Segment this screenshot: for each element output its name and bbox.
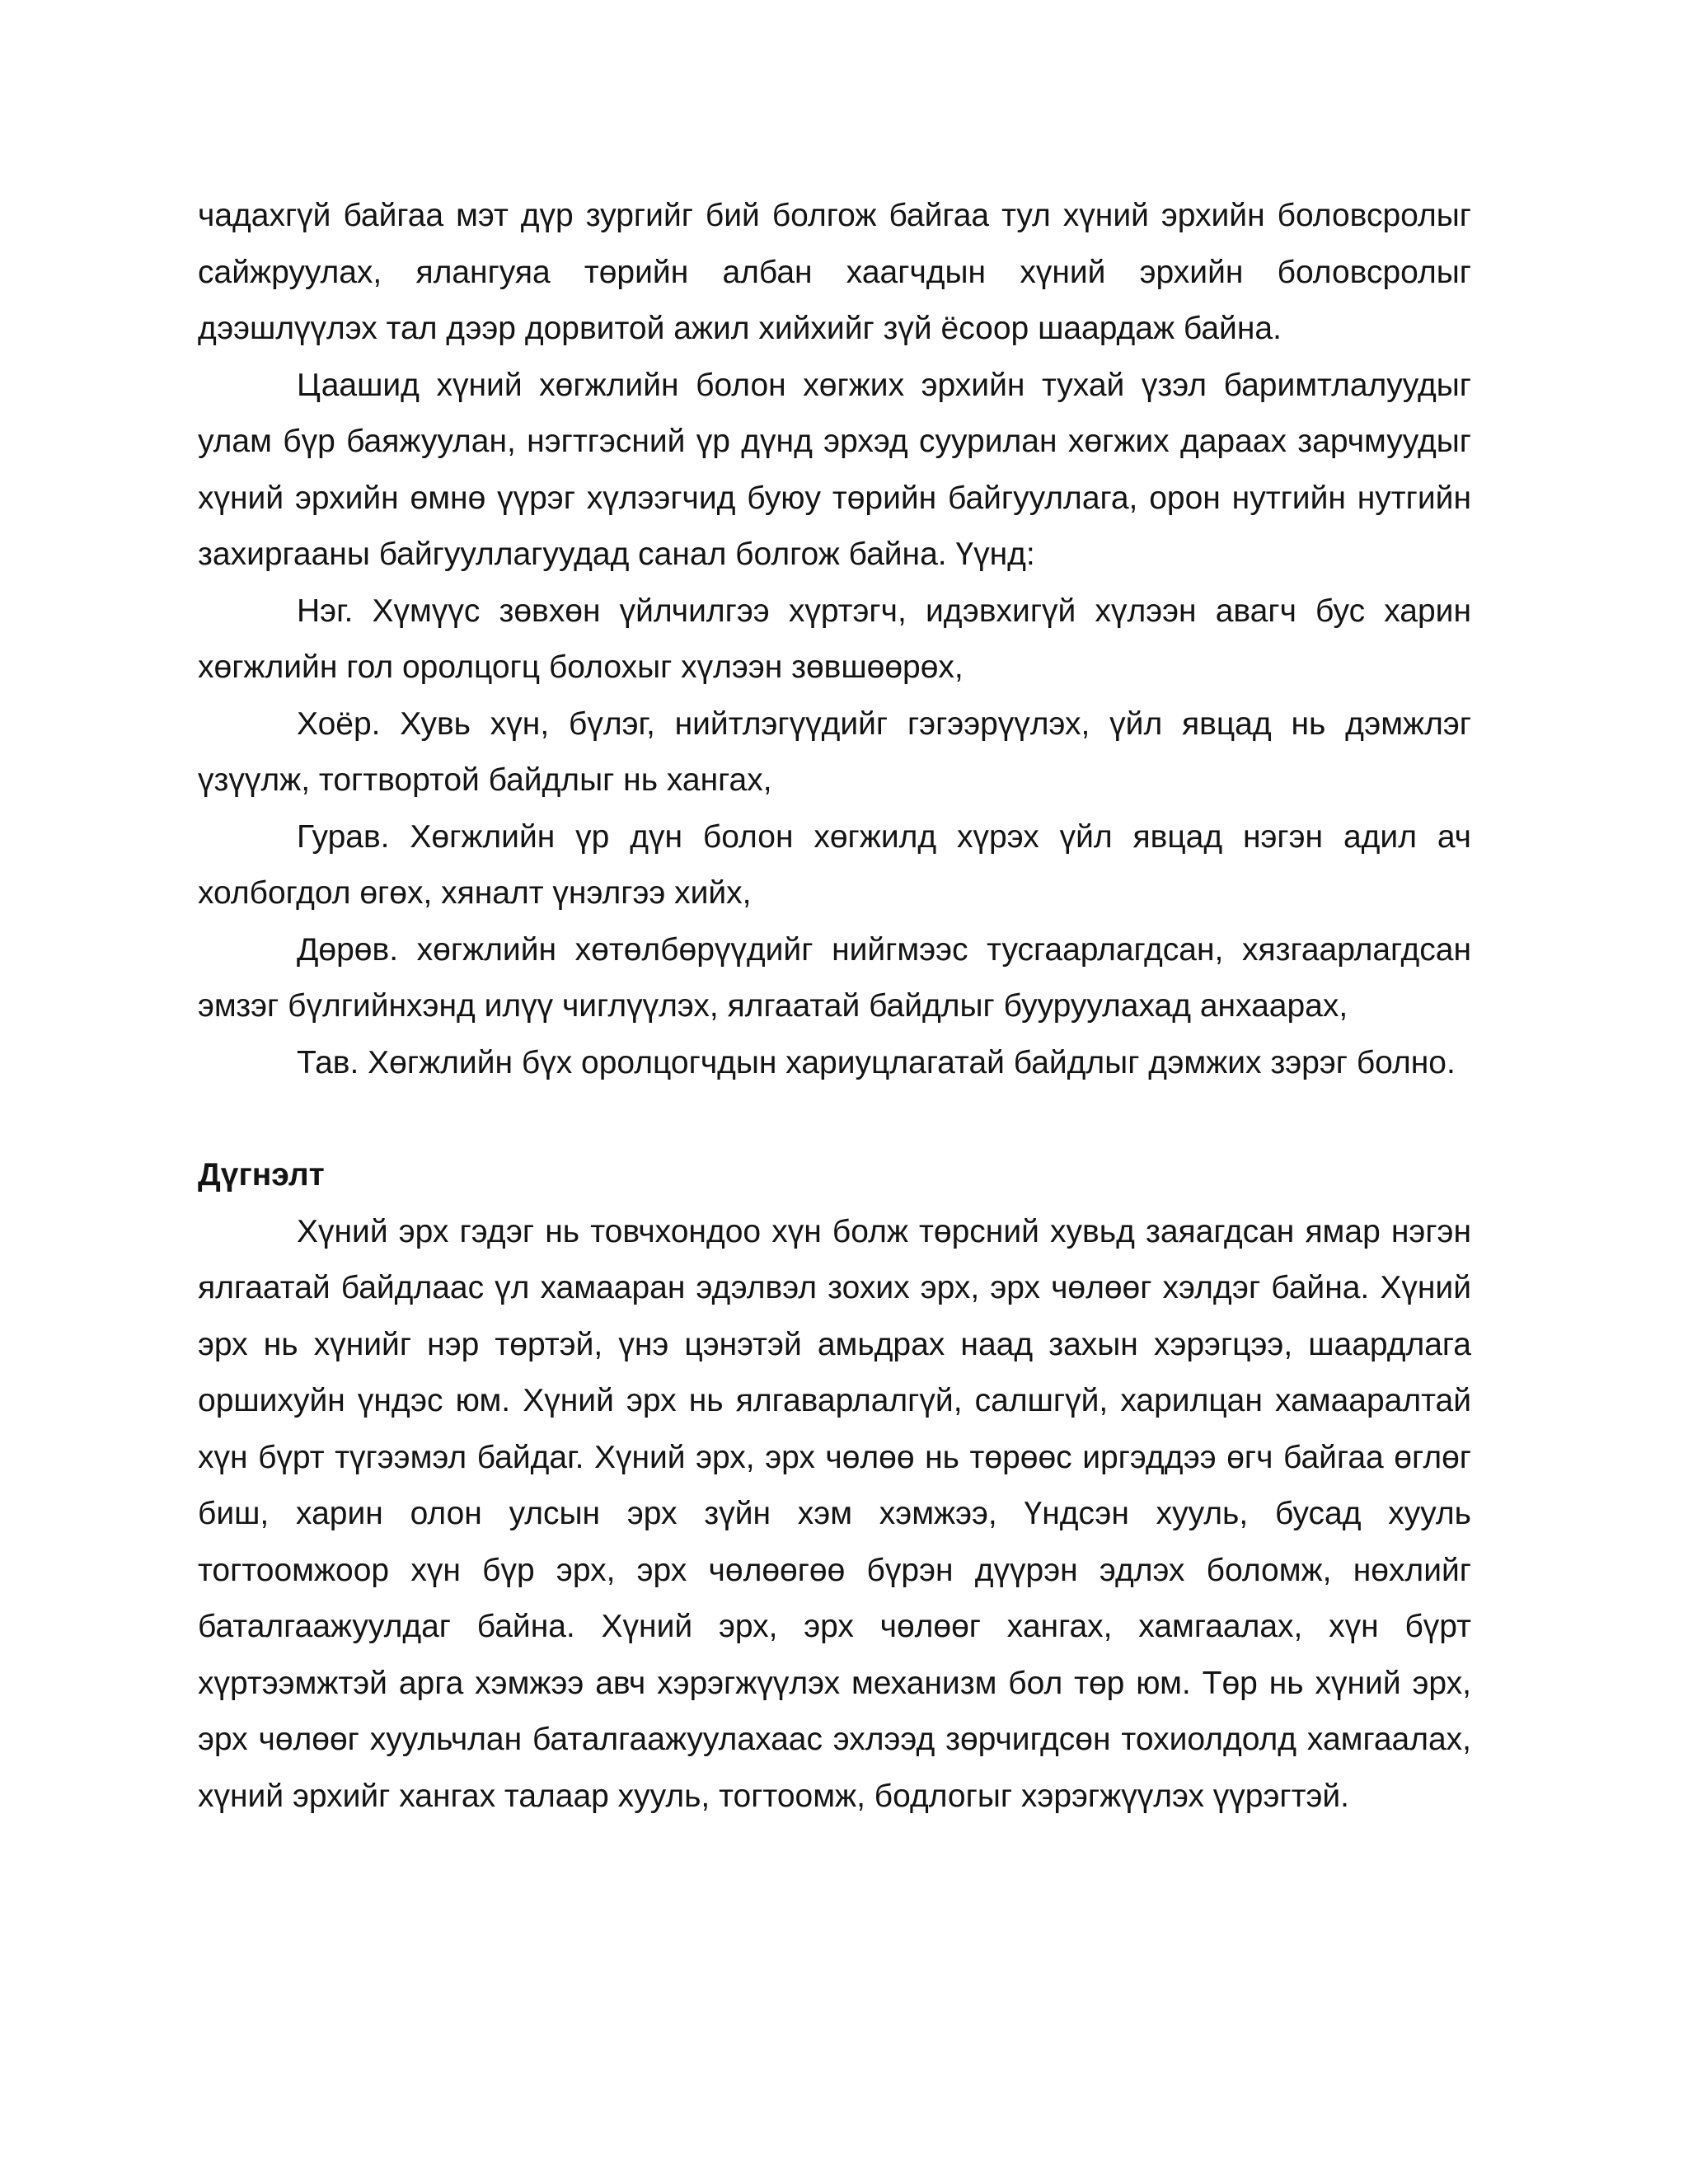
principle-four: Дөрөв. хөгжлийн хөтөлбөрүүдийг нийгмээс тусгаарлагдсан, хязгаарлагдсан эмзэг бүлгийнхэнд илүү чиглүүлэх, ялгаатай байдлыг бууруулахад анхаарах, [198, 931, 1471, 1024]
principle-one: Нэг. Хүмүүс зөвхөн үйлчилгээ хүртэгч, идэвхигүй хүлээн авагч бус харин хөгжлийн гол оролцогц болохыг хүлээн зөвшөөрөх, [198, 593, 1471, 685]
document-page [198, 188, 1471, 1825]
paragraph-future-principles: Цаашид хүний хөгжлийн болон хөгжих эрхийн тухай үзэл баримтлалуудыг улам бүр баяжуулан, нэгтгэсний үр дүнд эрхэд суурилан хөгжих дараах зарчмуудыг хүний эрхийн өмнө үүрэг хүлээгчид буюу төрийн байгууллага, орон нутгийн нутгийн захиргааны байгууллагуудад санал болгож байна. Үүнд: [198, 367, 1471, 572]
principle-five: Тав. Хөгжлийн бүх оролцогчдын хариуцлагатай байдлыг дэмжих зэрэг болно. [297, 1044, 1456, 1080]
paragraph-continued: чадахгүй байгаа мэт дүр зургийг бий болгож байгаа тул хүний эрхийн боловсролыг сайжруулах, ялангуяа төрийн албан хаагчдын хүний эрхийн боловсролыг дээшлүүлэх тал дээр дорвитой ажил хийхийг зүй ёсоор шаардаж байна. [198, 198, 1471, 346]
principle-two: Хоёр. Хувь хүн, бүлэг, нийтлэгүүдийг гэгээрүүлэх, үйл явцад нь дэмжлэг үзүүлж, тогтвортой байдлыг нь хангах, [198, 705, 1471, 798]
principle-three: Гурав. Хөгжлийн үр дүн болон хөгжилд хүрэх үйл явцад нэгэн адил ач холбогдол өгөх, хяналт үнэлгээ хийх, [198, 818, 1471, 911]
paragraph-conclusion: Хүний эрх гэдэг нь товчхондоо хүн болж төрсний хувьд заяагдсан ямар нэгэн ялгаатай байдлаас үл хамааран эдэлвэл зохих эрх, эрх чөлөөг хэлдэг байна. Хүний эрх нь хүнийг нэр төртэй, үнэ цэнэтэй амьдрах наад захын хэрэгцээ, шаардлага оршихуйн үндэс юм. Хүний эрх нь ялгаварлалгүй, салшгүй, харилцан хамааралтай хүн бүрт түгээмэл байдаг. Хүний эрх, эрх чөлөө нь төрөөс иргэддээ өгч байгаа өглөг биш, харин олон улсын эрх зүйн хэм хэмжээ, Үндсэн хууль, бусад хууль тогтоомжоор хүн бүр эрх, эрх чөлөөгөө бүрэн дүүрэн эдлэх боломж, нөхлийг баталгаажуулдаг байна. Хүний эрх, эрх чөлөөг хангах, хамгаалах, хүн бүрт хүртээмжтэй арга хэмжээ авч хэрэгжүүлэх механизм бол төр юм. Төр нь хүний эрх, эрх чөлөөг хуульчлан баталгаажуулахаас эхлээд зөрчигдсөн тохиолдолд хамгаалах, хүний эрхийг хангах талаар хууль, тогтоомж, бодлогыг хэрэгжүүлэх үүрэгтэй. [198, 1213, 1471, 1814]
section-heading-conclusion: Дүгнэлт [198, 1157, 325, 1193]
